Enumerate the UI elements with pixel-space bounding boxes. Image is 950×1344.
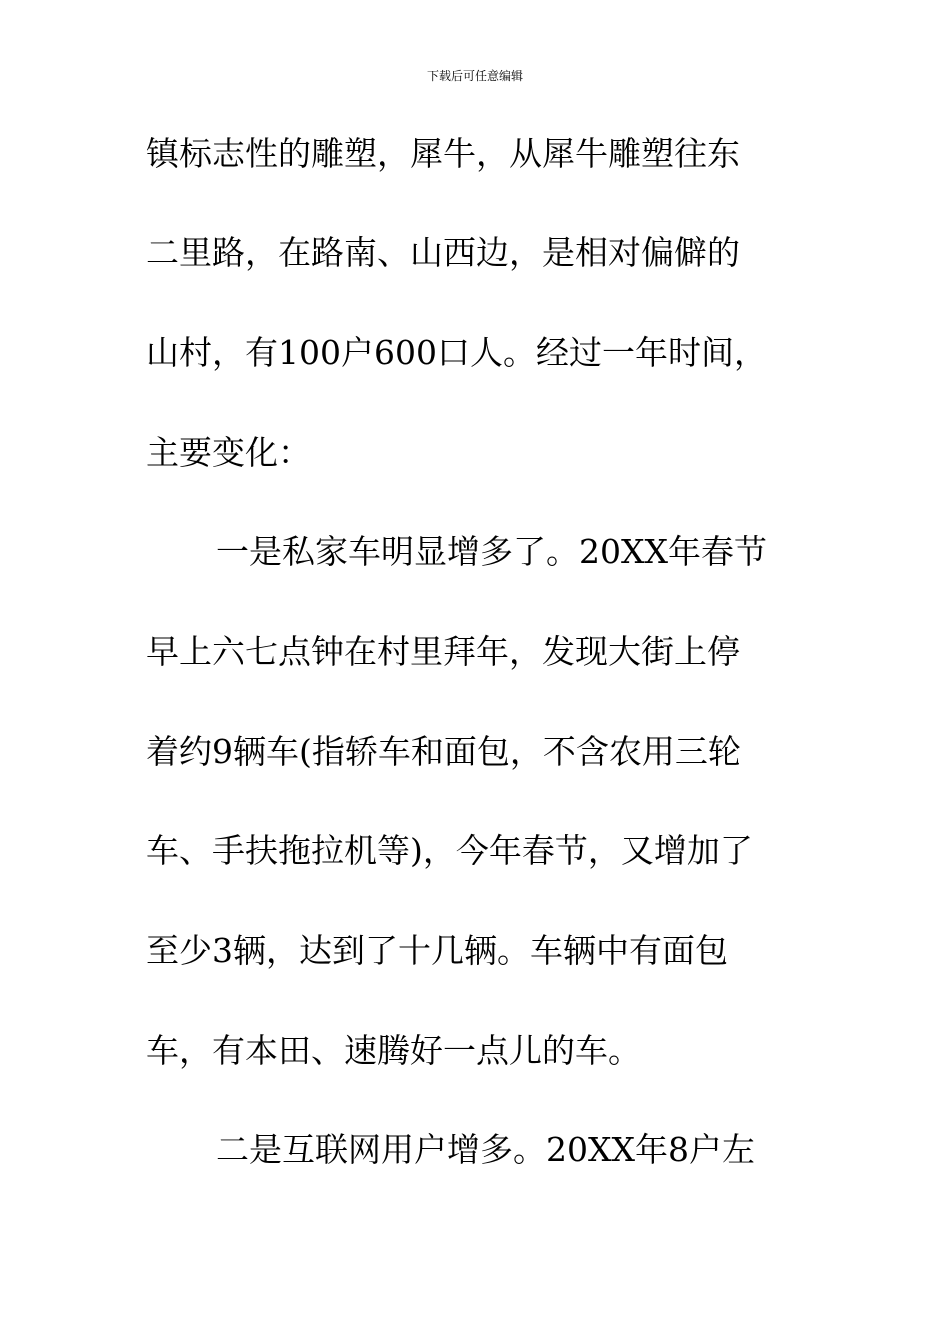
text-line: 山村，有100户600口人。经过一年时间， (146, 333, 767, 372)
text-line: 车，有本田、速腾好一点儿的车。 (146, 1031, 641, 1070)
text-line: 主要变化： (146, 433, 311, 472)
text-line: 二里路，在路南、山西边，是相对偏僻的 (146, 233, 740, 272)
paragraph-start-line: 二是互联网用户增多。20XX年8户左 (216, 1130, 755, 1169)
paragraph-start-line: 一是私家车明显增多了。20XX年春节 (216, 532, 767, 571)
text-line: 着约9辆车(指轿车和面包，不含农用三轮 (146, 732, 741, 771)
text-line: 车、手扶拖拉机等)，今年春节，又增加了 (146, 831, 753, 870)
text-line: 至少3辆，达到了十几辆。车辆中有面包 (146, 931, 728, 970)
page-header: 下载后可任意编辑 (426, 69, 523, 83)
text-line: 早上六七点钟在村里拜年，发现大街上停 (146, 632, 740, 671)
text-line: 镇标志性的雕塑，犀牛，从犀牛雕塑往东 (146, 134, 740, 173)
